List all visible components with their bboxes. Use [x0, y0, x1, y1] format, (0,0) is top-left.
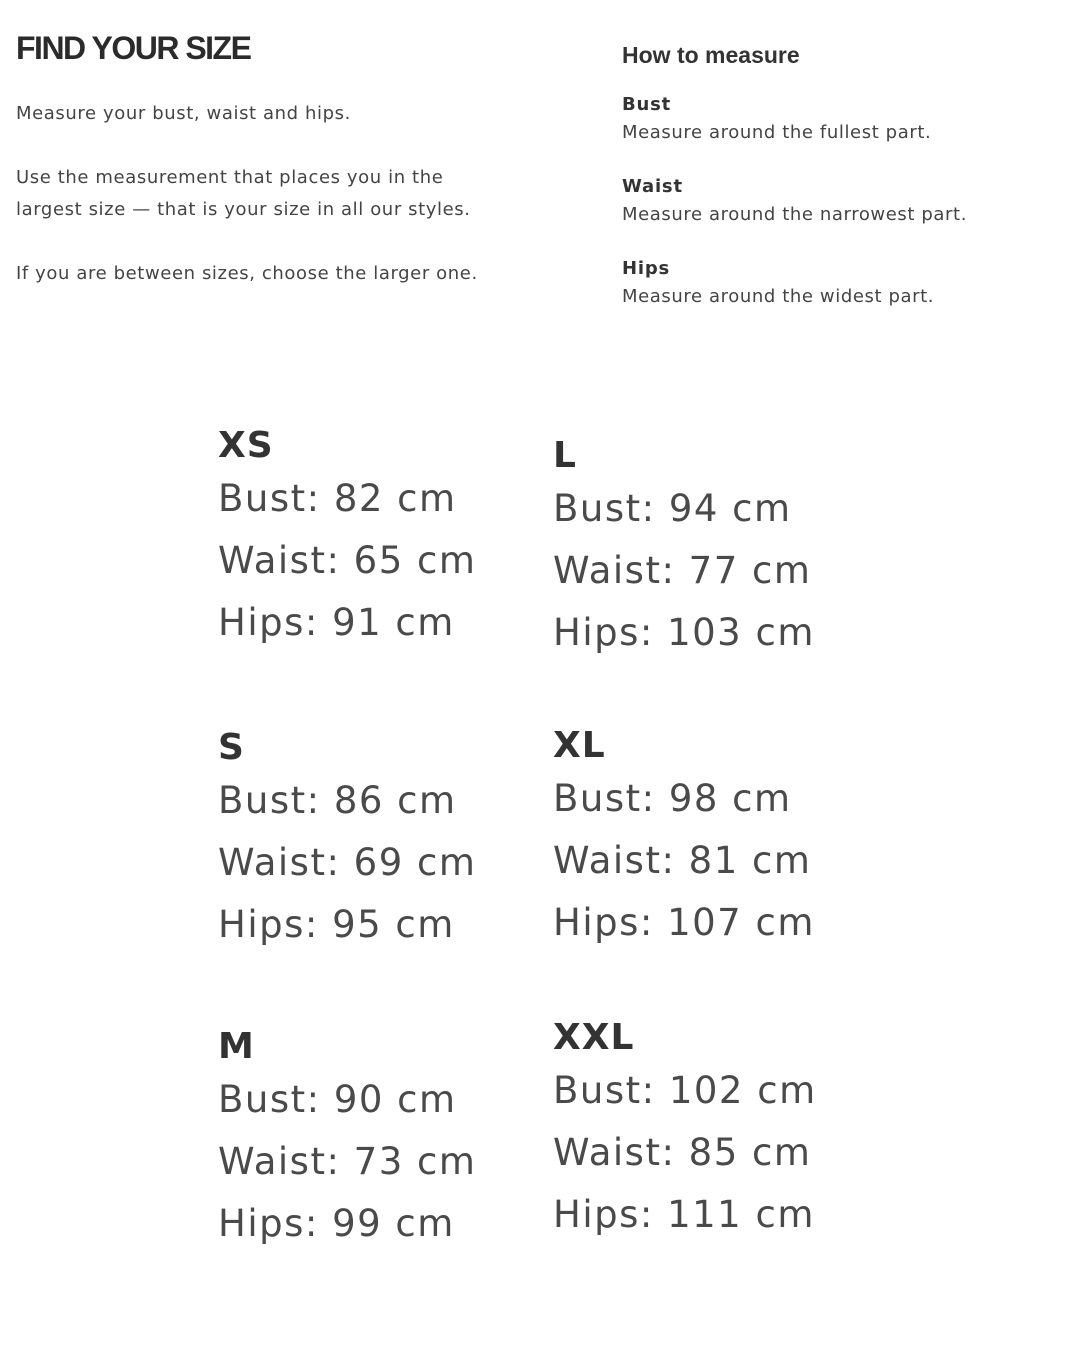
intro-paragraph: Measure your bust, waist and hips.	[16, 103, 351, 124]
size-hips: Hips: 107 cm	[553, 901, 815, 944]
size-bust: Bust: 86 cm	[218, 779, 457, 822]
measure-description: Measure around the widest part.	[622, 286, 935, 307]
size-waist: Waist: 85 cm	[553, 1131, 812, 1174]
measure-label: Waist	[622, 176, 683, 197]
size-name: XS	[218, 425, 274, 466]
measure-item-bust	[622, 92, 1062, 148]
size-waist: Waist: 81 cm	[553, 839, 812, 882]
size-hips: Hips: 95 cm	[218, 903, 455, 946]
size-block-xxl	[553, 1016, 873, 1246]
size-block-l	[553, 434, 873, 664]
size-bust: Bust: 94 cm	[553, 487, 792, 530]
measure-item-hips	[622, 256, 1062, 312]
size-name: XL	[553, 725, 606, 766]
size-name: M	[218, 1026, 255, 1067]
size-block-s	[218, 726, 538, 956]
page-title: FIND YOUR SIZE	[16, 30, 251, 66]
how-to-measure-section	[622, 38, 1062, 338]
measure-description: Measure around the narrowest part.	[622, 204, 968, 225]
measure-description: Measure around the fullest part.	[622, 122, 932, 143]
size-waist: Waist: 73 cm	[218, 1140, 477, 1183]
size-block-m	[218, 1025, 538, 1255]
size-hips: Hips: 99 cm	[218, 1202, 455, 1245]
measure-label: Hips	[622, 258, 671, 279]
size-bust: Bust: 102 cm	[553, 1069, 817, 1112]
size-bust: Bust: 82 cm	[218, 477, 457, 520]
size-block-xl	[553, 724, 873, 954]
size-name: L	[553, 435, 577, 476]
size-name: XXL	[553, 1017, 635, 1058]
how-to-measure-heading: How to measure	[622, 42, 800, 68]
intro-paragraph: Use the measurement that places you in the largest size — that is your size in all our styles.	[16, 167, 471, 220]
intro-section	[16, 98, 486, 322]
size-waist: Waist: 77 cm	[553, 549, 812, 592]
size-name: S	[218, 727, 245, 768]
size-hips: Hips: 111 cm	[553, 1193, 815, 1236]
size-waist: Waist: 65 cm	[218, 539, 477, 582]
size-hips: Hips: 91 cm	[218, 601, 455, 644]
size-block-xs	[218, 424, 538, 654]
intro-paragraph: If you are between sizes, choose the larger one.	[16, 263, 478, 284]
measure-item-waist	[622, 174, 1062, 230]
size-bust: Bust: 98 cm	[553, 777, 792, 820]
size-bust: Bust: 90 cm	[218, 1078, 457, 1121]
measure-label: Bust	[622, 94, 672, 115]
size-waist: Waist: 69 cm	[218, 841, 477, 884]
size-hips: Hips: 103 cm	[553, 611, 815, 654]
